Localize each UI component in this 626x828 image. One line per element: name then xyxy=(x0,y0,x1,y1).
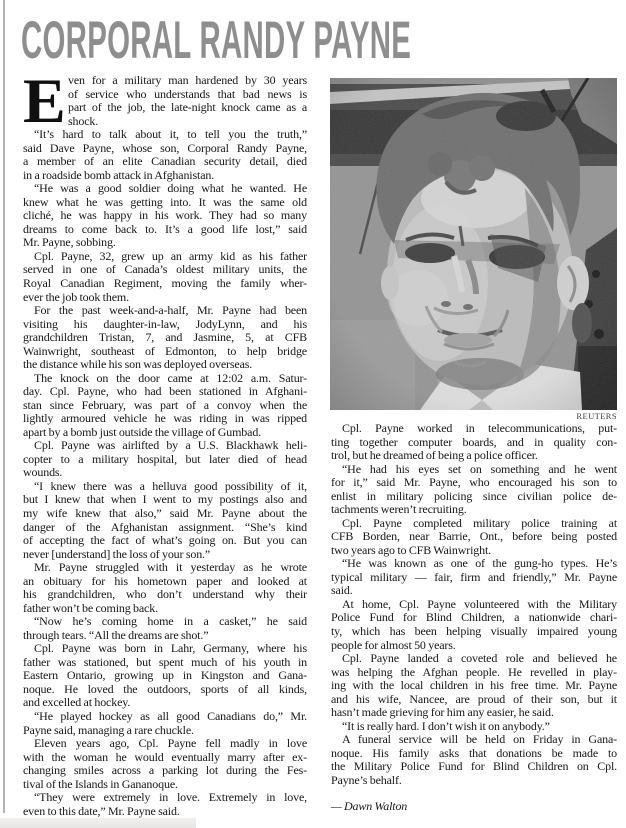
paragraph xyxy=(23,128,307,182)
byline xyxy=(331,800,617,814)
text-line: noque. His family asks that donations be made to xyxy=(331,745,617,760)
text-line: — Dawn Walton xyxy=(331,799,408,814)
text-line: At home, Cpl. Payne volunteered with the Military xyxy=(342,596,617,611)
text-line: for it,” said Mr. Payne, who encouraged his son to xyxy=(331,475,617,490)
text-line: said Dave Payne, whose son, Corporal Randy Payne, xyxy=(23,140,307,155)
paragraph xyxy=(23,372,307,440)
article-column-left xyxy=(23,65,307,818)
text-line: never [understand] the loss of your son.” xyxy=(23,546,211,561)
paragraph xyxy=(23,561,307,615)
text-line: shock. xyxy=(68,113,99,128)
text-line: day. Cpl. Payne, who had been stationed in Afghani- xyxy=(23,384,307,399)
text-line: Cpl. Payne was airlifted by a U.S. Blackhawk heli- xyxy=(34,438,307,453)
text-line: Cpl. Payne worked in telecommunications, put- xyxy=(342,421,617,435)
text-line: Cpl. Payne was born in Lahr, Germany, where his xyxy=(34,641,307,656)
article-column-right xyxy=(331,422,617,814)
paragraph xyxy=(331,557,617,598)
paragraph xyxy=(23,710,307,737)
text-line: part of the job, the late-night knock came as a xyxy=(68,100,307,115)
text-line: served in one of Canada’s oldest military units, the xyxy=(23,262,307,277)
text-line: lightly armoured vehicle he was riding in was ripped xyxy=(23,411,307,426)
text-line: father won’t be coming back. xyxy=(23,600,158,615)
text-line: Payne’s behalf. xyxy=(331,772,402,787)
text-line: hasn’t made grieving for him any easier, he said. xyxy=(331,705,554,720)
text-line: the Military Police Fund for Blind Children on Cpl. xyxy=(331,759,617,774)
text-line: For the past week-and-a-half, Mr. Payne had been xyxy=(34,303,307,318)
text-line: tival of the Islands in Gananoque. xyxy=(23,776,178,791)
paragraph xyxy=(23,642,307,710)
portrait-photo-art xyxy=(330,78,617,410)
text-line: A funeral service will be held on Friday in Gana- xyxy=(342,732,617,747)
text-line: wounds. xyxy=(23,465,63,480)
text-line: the distance while his son was deployed overseas. xyxy=(23,357,253,372)
text-line: and excelled at hockey. xyxy=(23,695,131,710)
text-line: an obituary for his hometown paper and looked at xyxy=(23,573,307,588)
text-line: was helping the Afghan people. He revelled in play- xyxy=(331,664,617,679)
portrait-photo xyxy=(330,78,617,410)
paragraph xyxy=(23,250,307,304)
text-line: stan since February, was part of a convoy when the xyxy=(23,397,307,412)
text-line: “I knew there was a helluva good possibility of it, xyxy=(34,478,307,493)
text-line: “He had his eyes set on something and he went xyxy=(342,461,617,476)
text-line: Mr. Payne struggled with it yesterday as he wrote xyxy=(34,560,307,575)
paragraph xyxy=(23,480,307,561)
paragraph xyxy=(23,182,307,250)
text-line: my wife knew that also,” said Mr. Payne about the xyxy=(23,506,307,520)
text-line: CFB Borden, near Barrie, Ont., before being posted xyxy=(331,529,617,544)
text-line: “He was known as one of the gung-ho types. He’s xyxy=(342,556,617,571)
text-line: “Now he’s coming home in a casket,” he said xyxy=(34,614,307,629)
text-line: tachments weren’t recruiting. xyxy=(331,502,467,517)
paragraph xyxy=(331,733,617,787)
text-line: “It is really hard. I don’t wish it on anybody.” xyxy=(342,718,550,733)
text-line: and his wife, Nancee, are proud of their son, but it xyxy=(331,691,617,706)
text-line: with the woman he would eventually marry after ex- xyxy=(23,749,307,764)
text-line: dreams to come back to. It’s a good life lost,” said xyxy=(23,221,307,236)
page-edge-line xyxy=(3,0,5,813)
text-line: visiting his daughter-in-law, JodyLynn, and his xyxy=(23,316,307,331)
text-line: but I knew that when I went to my postings also and xyxy=(23,492,307,507)
text-line: Eastern Ontario, growing up in Kingston and Gana- xyxy=(23,668,307,683)
paragraph xyxy=(23,737,307,791)
text-line: Eleven years ago, Cpl. Payne fell madly in love xyxy=(34,736,307,751)
text-line: ing with the local children in his free time. Mr. Payne xyxy=(331,678,617,693)
paragraph xyxy=(23,615,307,642)
text-line: people for almost 50 years. xyxy=(331,637,456,652)
text-line: Royal Canadian Regiment, moving the family wher- xyxy=(23,275,307,290)
text-line: of accepting the fact of what’s going on. But you can xyxy=(23,533,307,548)
paragraph xyxy=(331,652,617,720)
text-line: ty, which has been helping visually impaired young xyxy=(331,623,617,638)
text-line: danger of the Afghanistan assignment. “She’s kind xyxy=(23,519,307,534)
text-line: “It’s hard to talk about it, to tell you the truth,” xyxy=(34,127,307,142)
text-line: changing smiles across a parking lot during the Fes- xyxy=(23,763,307,778)
text-line: ven for a military man hardened by 30 years xyxy=(68,73,307,87)
text-line: trol, but he dreamed of being a police officer. xyxy=(331,448,538,463)
paragraph xyxy=(23,791,307,818)
text-line: ting together computer boards, and in quality con- xyxy=(331,434,617,449)
paragraph xyxy=(331,422,617,463)
paragraph xyxy=(23,304,307,372)
text-line: enlist in military policing since civilian police de- xyxy=(331,488,617,503)
text-line: Police Fund for Blind Children, a nationwide chari- xyxy=(331,610,617,625)
text-line: a member of an elite Canadian security detail, died xyxy=(23,154,307,169)
text-line: said. xyxy=(331,583,353,598)
text-line: even to this date,” Mr. Payne said. xyxy=(23,803,180,818)
text-line: Mr. Payne, sobbing. xyxy=(23,235,116,250)
headline: CORPORAL RANDY PAYNE xyxy=(21,11,412,70)
text-line: Cpl. Payne landed a coveted role and believed he xyxy=(342,651,617,666)
paragraph xyxy=(331,517,617,558)
text-line: knew what he was getting into. It was the same old xyxy=(23,194,307,209)
text-line: “He was a good soldier doing what he wanted. He xyxy=(34,181,307,196)
paragraph xyxy=(331,720,617,734)
text-line: apart by a bomb just outside the village of Gumbad. xyxy=(23,424,262,439)
text-line: “They were extremely in love. Extremely in love, xyxy=(34,790,307,805)
text-line: ever the job took them. xyxy=(23,289,129,304)
text-line: through tears. “All the dreams are shot.” xyxy=(23,627,209,642)
text-line: copter to a military hospital, but later died of head xyxy=(23,451,307,466)
photo-credit: REUTERS xyxy=(576,411,617,421)
text-line: “He played hockey as all good Canadians do,” Mr. xyxy=(34,708,307,723)
text-line: father was stationed, but spent much of his youth in xyxy=(23,654,307,669)
paragraph xyxy=(23,439,307,480)
film-grain xyxy=(330,78,617,410)
text-line: grandchildren Tristan, 7, and Jasmine, 5, at CFB xyxy=(23,330,307,345)
text-line: The knock on the door came at 12:02 a.m. Satur- xyxy=(34,370,307,385)
text-line: in a roadside bomb attack in Afghanistan. xyxy=(23,167,215,182)
text-line: Payne said, managing a rare chuckle. xyxy=(23,722,194,737)
text-line: two years ago to CFB Wainwright. xyxy=(331,542,491,557)
text-line: typical military — fair, firm and friendly,” Mr. Payne xyxy=(331,569,617,584)
drop-cap: E xyxy=(23,65,66,136)
text-line: Wainwright, southeast of Edmonton, to help bridge xyxy=(23,343,307,358)
paragraph xyxy=(331,598,617,652)
scan-artifact xyxy=(0,818,196,828)
paragraph xyxy=(331,463,617,517)
text-line: his grandchildren, who don’t understand why their xyxy=(23,587,307,602)
text-line: Cpl. Payne completed military police training at xyxy=(342,515,617,530)
text-line: Cpl. Payne, 32, grew up an army kid as his father xyxy=(34,248,307,263)
text-line: of service who understands that bad news is xyxy=(68,86,307,101)
text-line: cliché, he was happy in his work. They had so many xyxy=(23,208,307,223)
text-line: noque. He loved the outdoors, sports of all kinds, xyxy=(23,681,307,696)
